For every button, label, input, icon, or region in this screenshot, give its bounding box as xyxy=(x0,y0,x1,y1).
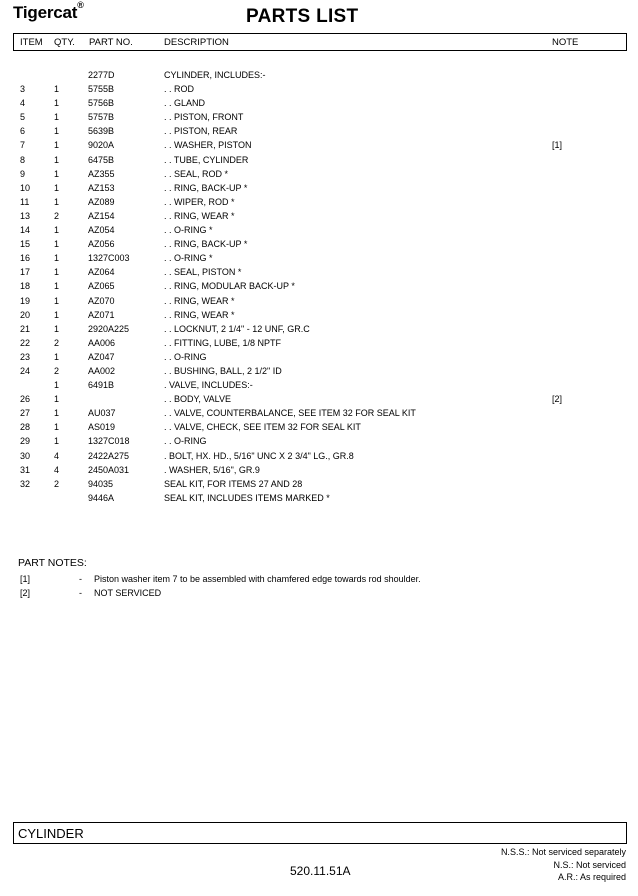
note-cell: [2] xyxy=(552,394,563,405)
qty-cell: 1 xyxy=(54,239,60,250)
qty-cell: 1 xyxy=(54,422,60,433)
column-header-note: NOTE xyxy=(552,37,579,48)
qty-cell: 1 xyxy=(54,196,60,207)
qty-cell: 1 xyxy=(54,225,60,236)
description-cell: . . O-RING xyxy=(164,351,207,362)
table-row xyxy=(0,422,638,436)
item-cell: 3 xyxy=(20,84,26,95)
item-cell: 9 xyxy=(20,168,26,179)
qty-cell: 1 xyxy=(54,126,60,137)
description-cell: . . O-RING xyxy=(164,436,207,447)
legend-ns: N.S.: Not serviced xyxy=(553,859,626,870)
description-cell: . . WASHER, PISTON xyxy=(164,140,252,151)
table-row xyxy=(0,253,638,267)
qty-cell: 4 xyxy=(54,464,60,475)
description-cell: . BOLT, HX. HD., 5/16" UNC X 2 3/4" LG., GR.8 xyxy=(164,450,354,461)
table-row xyxy=(0,310,638,324)
part-note xyxy=(0,574,638,588)
table-row xyxy=(0,296,638,310)
table-row xyxy=(0,169,638,183)
item-cell: 8 xyxy=(20,154,26,165)
qty-cell: 1 xyxy=(54,98,60,109)
item-cell: 4 xyxy=(20,98,26,109)
qty-cell: 1 xyxy=(54,182,60,193)
item-cell: 6 xyxy=(20,126,26,137)
part-number-cell: 2450A031 xyxy=(88,464,130,475)
description-cell: . . LOCKNUT, 2 1/4" - 12 UNF, GR.C xyxy=(164,323,310,334)
part-number-cell: AZ153 xyxy=(88,182,115,193)
item-cell: 7 xyxy=(20,140,26,151)
part-number-cell: 6491B xyxy=(88,380,115,391)
part-number-cell: 2422A275 xyxy=(88,450,130,461)
part-number-cell: AS019 xyxy=(88,422,116,433)
note-cell: [1] xyxy=(552,140,563,151)
part-number-cell: 5639B xyxy=(88,126,115,137)
qty-cell: 1 xyxy=(54,267,60,278)
part-number-cell: AZ070 xyxy=(88,295,115,306)
description-cell: . . RING, WEAR * xyxy=(164,295,235,306)
description-cell: . . RING, WEAR * xyxy=(164,309,235,320)
part-number-cell: 2920A225 xyxy=(88,323,130,334)
table-row xyxy=(0,380,638,394)
item-cell: 20 xyxy=(20,309,31,320)
table-row xyxy=(0,338,638,352)
item-cell: 10 xyxy=(20,182,31,193)
table-row xyxy=(0,155,638,169)
table-row xyxy=(0,436,638,450)
description-cell: . WASHER, 5/16", GR.9 xyxy=(164,464,260,475)
part-number-cell: AZ064 xyxy=(88,267,115,278)
description-cell: . . SEAL, ROD * xyxy=(164,168,229,179)
table-row xyxy=(0,451,638,465)
assembly-title: CYLINDER xyxy=(18,826,84,841)
page-number: 520.11.51A xyxy=(290,864,351,878)
qty-cell: 1 xyxy=(54,351,60,362)
part-number-cell: AZ047 xyxy=(88,351,115,362)
table-row xyxy=(0,239,638,253)
item-cell: 27 xyxy=(20,408,31,419)
qty-cell: 2 xyxy=(54,365,60,376)
part-number-cell: AU037 xyxy=(88,408,116,419)
part-number-cell: 94035 xyxy=(88,478,114,489)
part-number-cell: AZ071 xyxy=(88,309,115,320)
qty-cell: 1 xyxy=(54,112,60,123)
description-cell: . . BODY, VALVE xyxy=(164,394,232,405)
description-cell: . . PISTON, FRONT xyxy=(164,112,244,123)
note-text: Piston washer item 7 to be assembled with chamfered edge towards rod shoulder. xyxy=(94,574,421,584)
table-row xyxy=(0,394,638,408)
description-cell: . . FITTING, LUBE, 1/8 NPTF xyxy=(164,337,282,348)
part-number-cell: AZ355 xyxy=(88,168,115,179)
qty-cell: 1 xyxy=(54,253,60,264)
page-title: PARTS LIST xyxy=(246,6,359,27)
description-cell: . . PISTON, REAR xyxy=(164,126,238,137)
item-cell: 11 xyxy=(20,196,30,207)
qty-cell: 1 xyxy=(54,154,60,165)
description-cell: . . TUBE, CYLINDER xyxy=(164,154,249,165)
part-number-cell: 9446A xyxy=(88,492,115,503)
description-cell: . . ROD xyxy=(164,84,195,95)
part-number-cell: 9020A xyxy=(88,140,115,151)
item-cell: 13 xyxy=(20,210,31,221)
description-cell: . . VALVE, CHECK, SEE ITEM 32 FOR SEAL KIT xyxy=(164,422,361,433)
qty-cell: 1 xyxy=(54,295,60,306)
part-number-cell: 5755B xyxy=(88,84,115,95)
item-cell: 26 xyxy=(20,394,31,405)
table-row xyxy=(0,183,638,197)
description-cell: . . O-RING * xyxy=(164,225,213,236)
part-number-cell: 6475B xyxy=(88,154,115,165)
description-cell: CYLINDER, INCLUDES:- xyxy=(164,70,266,80)
part-number-cell: 1327C003 xyxy=(88,253,130,264)
table-row xyxy=(0,98,638,112)
table-row xyxy=(0,126,638,140)
table-row xyxy=(0,225,638,239)
table-row xyxy=(0,70,638,84)
item-cell: 31 xyxy=(20,464,31,475)
item-cell: 24 xyxy=(20,365,31,376)
item-cell: 29 xyxy=(20,436,31,447)
legend-nss: N.S.S.: Not serviced separately xyxy=(500,847,626,857)
item-cell: 18 xyxy=(20,281,31,292)
table-row xyxy=(0,324,638,338)
item-cell: 23 xyxy=(20,351,31,362)
legend-ar: A.R.: As required xyxy=(557,872,626,882)
description-cell: . . RING, WEAR * xyxy=(164,210,235,221)
table-row xyxy=(0,352,638,366)
brand-name: Tigercat xyxy=(13,3,78,22)
qty-cell: 2 xyxy=(54,337,60,348)
table-header xyxy=(13,33,627,51)
note-dash: - xyxy=(79,588,82,598)
qty-cell: 1 xyxy=(54,281,60,292)
part-number-cell: AZ154 xyxy=(88,210,115,221)
qty-cell: 1 xyxy=(54,168,60,179)
qty-cell: 2 xyxy=(54,478,60,489)
footer-title-box xyxy=(13,822,627,844)
description-cell: . . VALVE, COUNTERBALANCE, SEE ITEM 32 FOR SEAL KIT xyxy=(164,408,416,419)
item-cell: 16 xyxy=(20,253,31,264)
table-row xyxy=(0,197,638,211)
part-number-cell: AZ089 xyxy=(88,196,115,207)
abbreviation-legend xyxy=(501,846,626,884)
item-cell: 22 xyxy=(20,337,31,348)
table-row xyxy=(0,267,638,281)
part-note xyxy=(0,588,638,602)
description-cell: . . WIPER, ROD * xyxy=(164,196,235,207)
parts-table-body xyxy=(0,70,638,507)
table-row xyxy=(0,493,638,507)
qty-cell: 1 xyxy=(54,140,60,151)
item-cell: 28 xyxy=(20,422,31,433)
item-cell: 5 xyxy=(20,112,26,123)
table-row xyxy=(0,112,638,126)
part-number-cell: 1327C018 xyxy=(88,436,130,447)
qty-cell: 1 xyxy=(54,309,60,320)
item-cell: 15 xyxy=(20,239,31,250)
item-cell: 21 xyxy=(20,323,31,334)
description-cell: SEAL KIT, FOR ITEMS 27 AND 28 xyxy=(164,478,303,489)
part-number-cell: 5756B xyxy=(88,98,115,109)
description-cell: SEAL KIT, INCLUDES ITEMS MARKED * xyxy=(164,492,330,503)
qty-cell: 1 xyxy=(54,394,60,405)
part-notes-list xyxy=(0,574,638,602)
column-header-qty: QTY. xyxy=(54,37,75,48)
description-cell: . . O-RING * xyxy=(164,253,213,264)
table-row xyxy=(0,465,638,479)
part-notes-title: PART NOTES: xyxy=(18,557,87,569)
description-cell: . . RING, MODULAR BACK-UP * xyxy=(164,281,295,292)
part-number-cell: AZ065 xyxy=(88,281,115,292)
item-cell: 19 xyxy=(20,295,31,306)
table-row xyxy=(0,84,638,98)
table-row xyxy=(0,408,638,422)
column-header-description: DESCRIPTION xyxy=(164,37,229,48)
part-number-cell: AA002 xyxy=(88,365,116,376)
description-cell: . . GLAND xyxy=(164,98,206,109)
column-header-item: ITEM xyxy=(20,37,43,48)
brand-logo xyxy=(13,0,84,23)
table-row xyxy=(0,366,638,380)
note-ref: [2] xyxy=(20,588,31,598)
note-ref: [1] xyxy=(20,574,31,584)
description-cell: . . BUSHING, BALL, 2 1/2" ID xyxy=(164,365,282,376)
note-dash: - xyxy=(79,574,82,584)
description-cell: . . RING, BACK-UP * xyxy=(164,182,248,193)
item-cell: 32 xyxy=(20,478,31,489)
column-header-part-no: PART NO. xyxy=(89,37,133,48)
qty-cell: 1 xyxy=(54,436,60,447)
qty-cell: 1 xyxy=(54,408,60,419)
part-number-cell: 2277D xyxy=(88,70,115,80)
item-cell: 17 xyxy=(20,267,31,278)
description-cell: . VALVE, INCLUDES:- xyxy=(164,380,253,391)
part-number-cell: AZ054 xyxy=(88,225,115,236)
part-number-cell: AA006 xyxy=(88,337,116,348)
note-text: NOT SERVICED xyxy=(94,588,162,598)
part-number-cell: 5757B xyxy=(88,112,115,123)
item-cell: 30 xyxy=(20,450,31,461)
item-cell: 14 xyxy=(20,225,31,236)
qty-cell: 4 xyxy=(54,450,60,461)
part-number-cell: AZ056 xyxy=(88,239,115,250)
table-row xyxy=(0,281,638,295)
description-cell: . . RING, BACK-UP * xyxy=(164,239,248,250)
registered-mark: ® xyxy=(77,0,84,11)
qty-cell: 1 xyxy=(54,380,60,391)
description-cell: . . SEAL, PISTON * xyxy=(164,267,242,278)
table-row xyxy=(0,140,638,154)
qty-cell: 1 xyxy=(54,323,60,334)
table-row xyxy=(0,211,638,225)
table-row xyxy=(0,479,638,493)
qty-cell: 1 xyxy=(54,84,60,95)
qty-cell: 2 xyxy=(54,210,60,221)
